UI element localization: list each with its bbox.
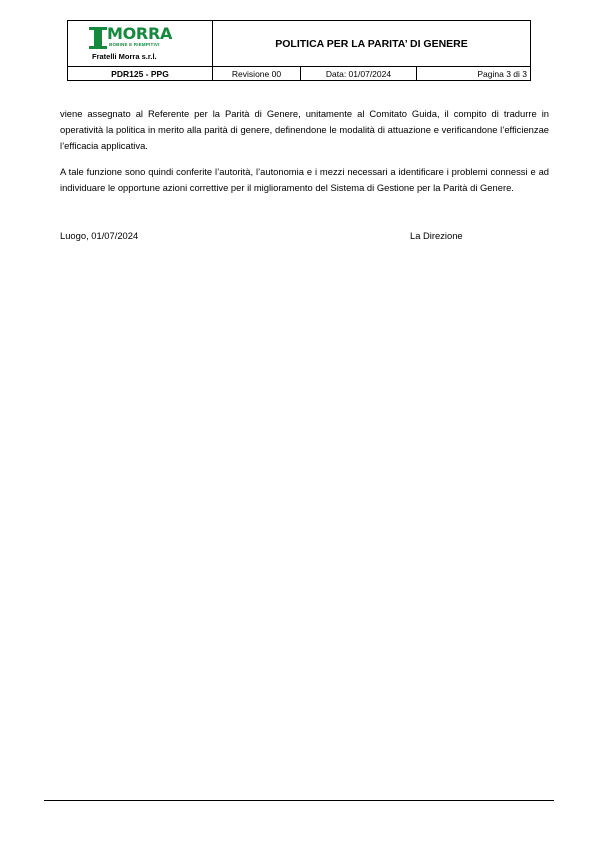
header-info-row bbox=[68, 67, 530, 80]
logo-wordmark: MORRA bbox=[107, 24, 173, 43]
company-logo bbox=[68, 21, 213, 66]
document-header bbox=[67, 20, 531, 81]
document-title: POLITICA PER LA PARITA’ DI GENERE bbox=[275, 37, 468, 50]
body-paragraph-2: A tale funzione sono quindi conferite l’autorità, l’autonomia e i mezzi necessari a identificare i problemi connessi e ad individuare le opportune azioni correttive per il miglioramento del Sistema di Gestione per la Parità di Genere. bbox=[60, 166, 549, 193]
company-name: Fratelli Morra s.r.l. bbox=[92, 52, 157, 61]
logo-tagline: BOBINE E RIEMPITIVI bbox=[109, 42, 160, 47]
page-number: Pagina 3 di 3 bbox=[477, 68, 527, 79]
signature-role: La Direzione bbox=[410, 230, 463, 241]
header-top-row bbox=[68, 21, 530, 67]
footer-divider bbox=[44, 800, 554, 801]
revision-label: Revisione 00 bbox=[213, 67, 301, 80]
document-code: PDR125 - PPG bbox=[68, 67, 213, 80]
body-paragraph-1: viene assegnato al Referente per la Parità di Genere, unitamente al Comitato Guida, il compito di tradurre in operatività la politica in merito alla parità di genere, definendone le modalità di attuazione e verificandone l’efficienzae l’efficacia applicativa. bbox=[60, 108, 549, 151]
signature-place-date: Luogo, 01/07/2024 bbox=[60, 230, 139, 241]
morra-logo-mark-icon bbox=[88, 27, 108, 49]
document-date: Data: 01/07/2024 bbox=[301, 67, 417, 80]
